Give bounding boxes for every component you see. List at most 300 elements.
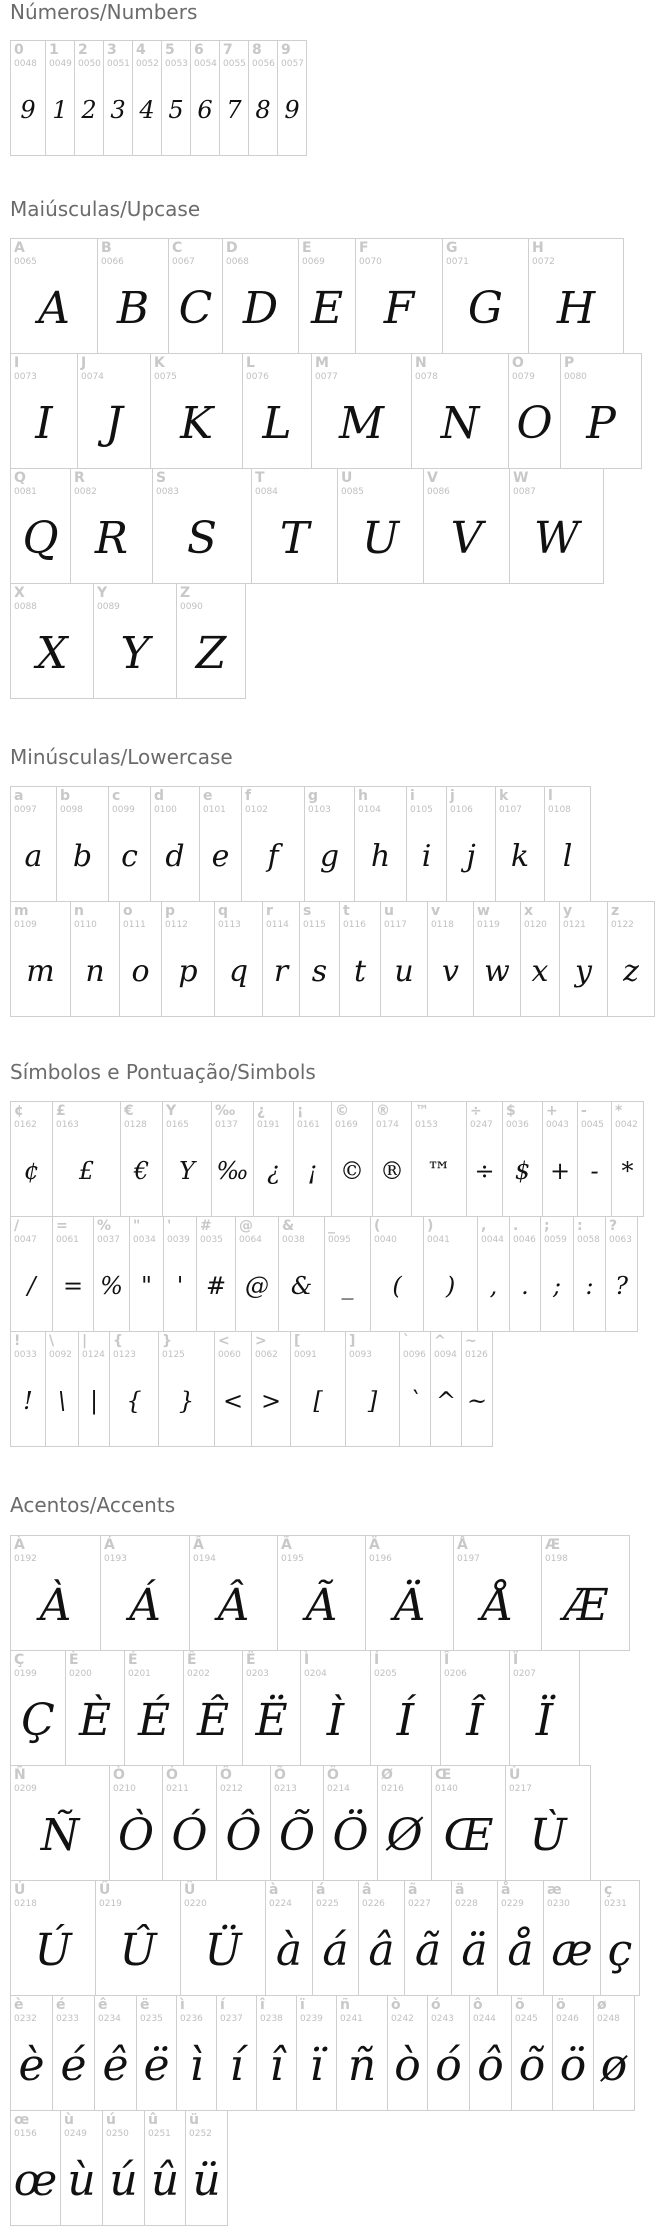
- glyph-cell: [593, 1995, 635, 2111]
- glyph-code-label: 0070: [359, 257, 382, 267]
- glyph-code-label: 0048: [14, 59, 37, 69]
- glyph-cell: [423, 1216, 478, 1332]
- glyph-code-label: 0091: [294, 1350, 317, 1360]
- glyph-code-label: 0079: [512, 372, 535, 382]
- glyph-char-label: å: [501, 1882, 511, 1898]
- glyph-code-label: 0230: [547, 1899, 570, 1909]
- glyph-cell: [611, 1101, 644, 1217]
- glyph-sample: Ä: [393, 1579, 426, 1631]
- glyph-code-label: 0218: [14, 1899, 37, 1909]
- glyph-cell: [270, 1765, 324, 1881]
- section-title: Minúsculas/Lowercase: [10, 745, 233, 769]
- glyph-code-label: 0245: [515, 2014, 538, 2024]
- glyph-cell: [176, 1995, 217, 2111]
- glyph-code-label: 0080: [564, 372, 587, 382]
- glyph-row: [10, 1765, 639, 1881]
- glyph-sample: ?: [615, 1272, 628, 1300]
- glyph-code-label: 0124: [82, 1350, 105, 1360]
- glyph-code-label: 0084: [255, 487, 278, 497]
- glyph-char-label: Å: [457, 1537, 468, 1553]
- glyph-char-label: 8: [252, 42, 262, 58]
- glyph-code-label: 0040: [374, 1235, 397, 1245]
- glyph-sample: 2: [81, 96, 97, 124]
- glyph-code-label: 0053: [165, 59, 188, 69]
- glyph-code-label: 0063: [609, 1235, 632, 1245]
- glyph-cell: [109, 1331, 159, 1447]
- glyph-char-label: ©: [335, 1103, 349, 1119]
- glyph-cell: [324, 1216, 371, 1332]
- glyph-sample: t: [353, 953, 367, 989]
- glyph-code-label: 0076: [246, 372, 269, 382]
- glyph-code-label: 0089: [97, 602, 120, 612]
- glyph-char-label: ‰: [215, 1103, 236, 1119]
- glyph-code-label: 0236: [180, 2014, 203, 2024]
- glyph-code-label: 0072: [532, 257, 555, 267]
- glyph-code-label: 0232: [14, 2014, 37, 2024]
- glyph-char-label: m: [14, 903, 29, 919]
- glyph-char-label: Ô: [220, 1767, 232, 1783]
- glyph-code-label: 0241: [340, 2014, 363, 2024]
- glyph-sample: h: [370, 838, 391, 874]
- glyph-char-label: E: [302, 240, 312, 256]
- glyph-grid: [10, 40, 306, 156]
- glyph-char-label: Y: [97, 585, 108, 601]
- glyph-cell: [290, 1331, 346, 1447]
- glyph-cell: [473, 901, 521, 1017]
- glyph-cell: [77, 353, 151, 469]
- glyph-cell: [10, 1331, 46, 1447]
- glyph-sample: .: [521, 1272, 529, 1300]
- glyph-sample: M: [338, 397, 385, 449]
- glyph-cell: [161, 901, 215, 1017]
- glyph-cell: [427, 901, 474, 1017]
- glyph-char-label: R: [74, 470, 85, 486]
- glyph-cell: [304, 786, 355, 902]
- glyph-cell: [10, 1535, 101, 1651]
- glyph-char-label: #: [200, 1218, 212, 1234]
- glyph-cell: [277, 40, 307, 156]
- glyph-code-label: 0047: [14, 1235, 37, 1245]
- glyph-row: [10, 238, 641, 354]
- glyph-sample: ç: [607, 1924, 633, 1976]
- glyph-sample: 9: [20, 96, 36, 124]
- glyph-cell: [365, 1535, 454, 1651]
- glyph-char-label: 6: [194, 42, 204, 58]
- glyph-cell: [495, 786, 545, 902]
- glyph-code-label: 0083: [156, 487, 179, 497]
- glyph-cell: [358, 1880, 405, 1996]
- glyph-char-label: +: [546, 1103, 558, 1119]
- glyph-char-label: ¡: [297, 1103, 304, 1119]
- glyph-cell: [339, 901, 381, 1017]
- glyph-cell: [453, 1535, 542, 1651]
- glyph-sample: ì: [189, 2039, 204, 2091]
- glyph-sample: p: [178, 953, 198, 989]
- glyph-sample: 6: [197, 96, 213, 124]
- glyph-sample: ã: [414, 1924, 442, 1976]
- glyph-char-label: P: [564, 355, 575, 371]
- glyph-char-label: Ñ: [14, 1767, 26, 1783]
- glyph-sample: û: [150, 2154, 180, 2206]
- glyph-cell: [10, 40, 46, 156]
- glyph-sample: Ø: [386, 1809, 423, 1861]
- glyph-code-label: 0231: [604, 1899, 627, 1909]
- glyph-cell: [10, 901, 71, 1017]
- glyph-sample: -: [590, 1157, 599, 1185]
- glyph-code-label: 0238: [260, 2014, 283, 2024]
- glyph-sample: ó: [435, 2039, 462, 2091]
- glyph-char-label: b: [60, 788, 71, 804]
- glyph-char-label: Ü: [184, 1882, 196, 1898]
- glyph-cell: [10, 1216, 53, 1332]
- glyph-row: [10, 468, 641, 584]
- glyph-char-label: I: [14, 355, 20, 371]
- glyph-char-label: Ï: [513, 1652, 519, 1668]
- glyph-char-label: ®: [376, 1103, 390, 1119]
- glyph-sample: ;: [552, 1272, 562, 1300]
- glyph-char-label: ø: [597, 1997, 607, 2013]
- glyph-cell: [262, 901, 300, 1017]
- glyph-sample: Î: [466, 1694, 484, 1746]
- glyph-cell: [543, 1880, 601, 1996]
- glyph-cell: [235, 1216, 279, 1332]
- glyph-code-label: 0077: [315, 372, 338, 382]
- glyph-cell: [431, 1765, 506, 1881]
- glyph-char-label: Û: [99, 1882, 111, 1898]
- glyph-row: [10, 786, 654, 902]
- glyph-cell: [10, 1880, 96, 1996]
- glyph-char-label: ö: [556, 1997, 566, 2013]
- glyph-char-label: x: [524, 903, 534, 919]
- glyph-char-label: O: [512, 355, 524, 371]
- glyph-cell: [323, 1765, 378, 1881]
- glyph-code-label: 0033: [14, 1350, 37, 1360]
- glyph-char-label: ï: [300, 1997, 305, 2013]
- glyph-char-label: N: [415, 355, 427, 371]
- glyph-char-label: p: [165, 903, 176, 919]
- glyph-cell: [10, 1765, 110, 1881]
- glyph-code-label: 0174: [376, 1120, 399, 1130]
- glyph-code-label: 0246: [556, 2014, 579, 2024]
- glyph-sample: q: [228, 953, 249, 989]
- glyph-char-label: Q: [14, 470, 26, 486]
- glyph-code-label: 0207: [513, 1669, 536, 1679]
- glyph-cell: [214, 901, 263, 1017]
- glyph-code-label: 0036: [506, 1120, 529, 1130]
- glyph-cell: [94, 1995, 137, 2111]
- glyph-sample: ò: [394, 2039, 421, 2091]
- glyph-char-label: (: [374, 1218, 381, 1234]
- glyph-sample: œ: [13, 2154, 58, 2206]
- glyph-code-label: 0126: [465, 1350, 488, 1360]
- glyph-sample: á: [322, 1924, 349, 1976]
- glyph-cell: [312, 1880, 359, 1996]
- glyph-row: [10, 1535, 639, 1651]
- glyph-code-label: 0075: [154, 372, 177, 382]
- glyph-cell: [10, 1995, 53, 2111]
- glyph-sample: +: [549, 1157, 571, 1185]
- glyph-sample: %: [100, 1272, 123, 1300]
- glyph-char-label: Œ: [435, 1767, 452, 1783]
- glyph-char-label: y: [563, 903, 573, 919]
- glyph-cell: [248, 40, 278, 156]
- glyph-cell: [440, 1650, 510, 1766]
- glyph-row: [10, 353, 641, 469]
- glyph-sample: a: [24, 838, 43, 874]
- glyph-sample: u: [394, 953, 414, 989]
- glyph-sample: í: [229, 2039, 244, 2091]
- glyph-row: [10, 40, 306, 156]
- glyph-char-label: Ò: [113, 1767, 125, 1783]
- glyph-char-label: |: [82, 1333, 88, 1349]
- glyph-grid: [10, 238, 641, 699]
- glyph-code-label: 0035: [200, 1235, 223, 1245]
- glyph-cell: [607, 901, 655, 1017]
- glyph-sample: ‰: [216, 1157, 249, 1185]
- glyph-cell: [52, 1995, 95, 2111]
- glyph-code-label: 0198: [545, 1554, 568, 1564]
- glyph-sample: Æ: [563, 1579, 608, 1631]
- glyph-code-label: 0196: [369, 1554, 392, 1564]
- glyph-grid: [10, 1535, 639, 2226]
- glyph-code-label: 0123: [113, 1350, 136, 1360]
- glyph-cell: [296, 1995, 337, 2111]
- glyph-char-label: !: [14, 1333, 21, 1349]
- glyph-char-label: G: [446, 240, 458, 256]
- glyph-cell: [241, 786, 305, 902]
- glyph-code-label: 0121: [563, 920, 586, 930]
- glyph-sample: z: [623, 953, 639, 989]
- glyph-char-label: *: [615, 1103, 623, 1119]
- glyph-char-label: w: [477, 903, 490, 919]
- glyph-code-label: 0056: [252, 59, 275, 69]
- glyph-code-label: 0041: [427, 1235, 450, 1245]
- glyph-char-label: :: [577, 1218, 583, 1234]
- glyph-sample: >: [260, 1387, 282, 1415]
- glyph-cell: [605, 1216, 638, 1332]
- glyph-cell: [196, 1216, 236, 1332]
- glyph-char-label: í: [220, 1997, 225, 2013]
- glyph-row: [10, 583, 641, 699]
- glyph-code-label: 0039: [167, 1235, 190, 1245]
- glyph-char-label: ;: [544, 1218, 550, 1234]
- glyph-char-label: ä: [455, 1882, 465, 1898]
- glyph-code-label: 0249: [64, 2129, 87, 2139]
- glyph-sample: f: [267, 838, 279, 874]
- glyph-cell: [152, 468, 252, 584]
- glyph-sample: ñ: [347, 2039, 377, 2091]
- glyph-cell: [190, 40, 220, 156]
- glyph-code-label: 0034: [133, 1235, 156, 1245]
- glyph-sample: A: [38, 282, 70, 334]
- glyph-cell: [540, 1216, 574, 1332]
- glyph-cell: [56, 786, 109, 902]
- glyph-code-label: 0057: [281, 59, 304, 69]
- glyph-sample: O: [516, 397, 553, 449]
- glyph-code-label: 0153: [415, 1120, 438, 1130]
- section-title: Números/Numbers: [10, 0, 198, 24]
- glyph-sample: ¿: [267, 1157, 280, 1185]
- glyph-sample: v: [442, 953, 459, 989]
- glyph-char-label: Ä: [369, 1537, 380, 1553]
- glyph-char-label: à: [269, 1882, 279, 1898]
- glyph-row: [10, 1995, 639, 2111]
- glyph-code-label: 0217: [509, 1784, 532, 1794]
- glyph-code-label: 0096: [403, 1350, 426, 1360]
- glyph-char-label: ô: [473, 1997, 483, 2013]
- glyph-sample: ,: [489, 1272, 498, 1300]
- glyph-cell: [377, 1765, 432, 1881]
- glyph-code-label: 0214: [327, 1784, 350, 1794]
- glyph-sample: ™: [427, 1157, 451, 1185]
- glyph-code-label: 0165: [166, 1120, 189, 1130]
- glyph-char-label: ü: [189, 2112, 199, 2128]
- glyph-cell: [469, 1995, 512, 2111]
- glyph-sample: Ö: [332, 1809, 369, 1861]
- glyph-cell: [97, 238, 169, 354]
- glyph-char-label: g: [308, 788, 319, 804]
- glyph-char-label: ê: [98, 1997, 108, 2013]
- glyph-char-label: o: [123, 903, 133, 919]
- glyph-code-label: 0058: [577, 1235, 600, 1245]
- glyph-cell: [103, 40, 133, 156]
- glyph-sample: ÷: [474, 1157, 495, 1185]
- glyph-code-label: 0037: [97, 1235, 120, 1245]
- glyph-code-label: 0101: [203, 805, 226, 815]
- glyph-char-label: /: [14, 1218, 20, 1234]
- glyph-cell: [150, 353, 243, 469]
- glyph-code-label: 0045: [581, 1120, 604, 1130]
- glyph-sample: Œ: [443, 1809, 494, 1861]
- glyph-code-label: 0216: [381, 1784, 404, 1794]
- glyph-char-label: è: [14, 1997, 24, 2013]
- glyph-sample: =: [62, 1272, 84, 1300]
- glyph-code-label: 0049: [49, 59, 72, 69]
- glyph-char-label: â: [362, 1882, 372, 1898]
- glyph-cell: [311, 353, 412, 469]
- glyph-sample: V: [450, 512, 483, 564]
- glyph-sample: R: [94, 512, 129, 564]
- glyph-sample: *: [621, 1157, 634, 1185]
- glyph-sample: Å: [481, 1579, 514, 1631]
- glyph-cell: [185, 2110, 228, 2226]
- glyph-sample: Ê: [196, 1694, 230, 1746]
- glyph-char-label: Ú: [14, 1882, 26, 1898]
- glyph-char-label: ù: [64, 2112, 74, 2128]
- glyph-sample: L: [262, 397, 292, 449]
- glyph-cell: [132, 40, 162, 156]
- glyph-sample: _: [341, 1272, 354, 1300]
- glyph-code-label: 0211: [166, 1784, 189, 1794]
- glyph-char-label: V: [427, 470, 438, 486]
- glyph-code-label: 0244: [473, 2014, 496, 2024]
- glyph-code-label: 0054: [194, 59, 217, 69]
- glyph-cell: [411, 353, 509, 469]
- glyph-sample: <: [222, 1387, 244, 1415]
- glyph-char-label: 9: [281, 42, 291, 58]
- glyph-char-label: S: [156, 470, 167, 486]
- glyph-code-label: 0229: [501, 1899, 524, 1909]
- glyph-cell: [253, 1101, 294, 1217]
- glyph-code-label: 0195: [281, 1554, 304, 1564]
- glyph-row: [10, 2110, 639, 2226]
- glyph-cell: [509, 1216, 541, 1332]
- glyph-char-label: -: [581, 1103, 587, 1119]
- glyph-char-label: 1: [49, 42, 59, 58]
- glyph-char-label: .: [513, 1218, 519, 1234]
- glyph-sample: à: [275, 1924, 303, 1976]
- glyph-cell: [423, 468, 510, 584]
- glyph-code-label: 0212: [220, 1784, 243, 1794]
- glyph-char-label: á: [316, 1882, 326, 1898]
- glyph-char-label: î: [260, 1997, 265, 2013]
- glyph-code-label: 0038: [282, 1235, 305, 1245]
- glyph-code-label: 0213: [274, 1784, 297, 1794]
- glyph-cell: [120, 1101, 163, 1217]
- glyph-cell: [222, 238, 299, 354]
- glyph-char-label: f: [245, 788, 252, 804]
- glyph-char-label: z: [611, 903, 620, 919]
- glyph-char-label: ): [427, 1218, 434, 1234]
- glyph-char-label: <: [218, 1333, 230, 1349]
- glyph-sample: K: [180, 397, 213, 449]
- glyph-cell: [150, 786, 200, 902]
- glyph-char-label: ë: [140, 1997, 150, 2013]
- glyph-sample: G: [467, 282, 504, 334]
- glyph-code-label: 0242: [391, 2014, 414, 2024]
- glyph-cell: [199, 786, 242, 902]
- glyph-code-label: 0169: [335, 1120, 358, 1130]
- glyph-sample: ï: [309, 2039, 324, 2091]
- glyph-code-label: 0227: [408, 1899, 431, 1909]
- glyph-cell: [70, 468, 153, 584]
- glyph-char-label: ^: [434, 1333, 446, 1349]
- glyph-code-label: 0251: [148, 2129, 171, 2139]
- glyph-char-label: ã: [408, 1882, 418, 1898]
- glyph-code-label: 0062: [255, 1350, 278, 1360]
- glyph-sample: £: [78, 1157, 95, 1185]
- glyph-code-label: 0087: [513, 487, 536, 497]
- glyph-sample: ®: [380, 1157, 404, 1185]
- glyph-sample: æ: [551, 1924, 593, 1976]
- glyph-cell: [406, 786, 447, 902]
- glyph-char-label: r: [266, 903, 273, 919]
- glyph-char-label: M: [315, 355, 329, 371]
- glyph-code-label: 0119: [477, 920, 500, 930]
- glyph-cell: [158, 1331, 215, 1447]
- glyph-sample: |: [89, 1387, 99, 1415]
- glyph-sample: 9: [284, 96, 300, 124]
- glyph-sample: w: [484, 953, 510, 989]
- glyph-char-label: D: [226, 240, 238, 256]
- glyph-cell: [10, 1650, 66, 1766]
- glyph-cell: [544, 786, 591, 902]
- glyph-cell: [404, 1880, 452, 1996]
- glyph-sample: é: [60, 2039, 87, 2091]
- glyph-sample: &: [290, 1272, 313, 1300]
- glyph-code-label: 0086: [427, 487, 450, 497]
- glyph-code-label: 0099: [112, 805, 135, 815]
- glyph-row: [10, 1331, 643, 1447]
- glyph-code-label: 0194: [193, 1554, 216, 1564]
- glyph-cell: [451, 1880, 498, 1996]
- glyph-cell: [528, 238, 624, 354]
- glyph-cell: [216, 1765, 271, 1881]
- glyph-cell: [124, 1650, 184, 1766]
- glyph-char-label: Î: [444, 1652, 450, 1668]
- section-title: Acentos/Accents: [10, 1493, 176, 1517]
- glyph-char-label: }: [162, 1333, 172, 1349]
